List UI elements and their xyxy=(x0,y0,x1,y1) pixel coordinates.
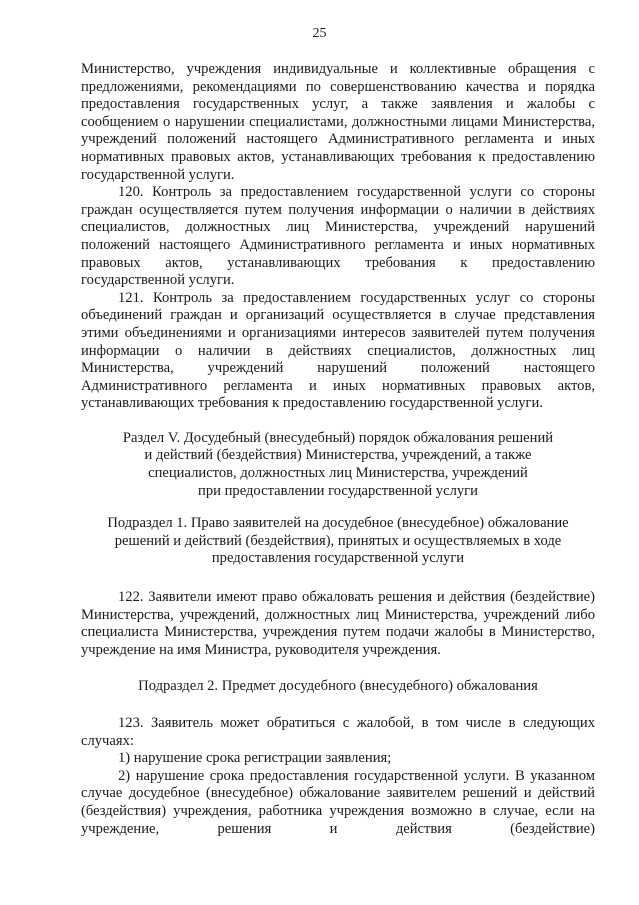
heading-line: специалистов, должностных лиц Министерства, учреждений xyxy=(148,465,528,482)
heading-line: при предоставлении государственной услуги xyxy=(198,482,478,499)
paragraph-121: 121. Контроль за предоставлением государственных услуг со стороны объединений граждан и организаций осуществляется в случае представления этими объединениями и организациями интересов заявителей путем получения информации о наличии в действиях специалистов, должностных лиц Министерства, учреждений нарушений положений настоящего Административного регламента и иных нормативных правовых актов, устанавливающих требования к предоставлению государственной услуги. xyxy=(81,289,595,412)
heading-line: Раздел V. Досудебный (внесудебный) порядок обжалования решений xyxy=(122,429,554,446)
page-number: 25 xyxy=(312,26,327,41)
heading-line: Подраздел 1. Право заявителей на досудебное (внесудебное) обжалование xyxy=(107,515,569,532)
paragraph-120: 120. Контроль за предоставлением государственной услуги со стороны граждан осуществляется путем получения информации о наличии в действиях специалистов, должностных лиц Министерства, учреждений нарушений положений настоящего Административного регламента и иных нормативных правовых актов, устанавливающих требования к предоставлению государственной услуги. xyxy=(81,184,595,289)
section-heading xyxy=(81,430,595,500)
document-body xyxy=(81,61,595,838)
heading-line: предоставления государственной услуги xyxy=(211,550,465,567)
list-item-1: 1) нарушение срока регистрации заявления; xyxy=(118,750,392,767)
subsection-2-heading: Подраздел 2. Предмет досудебного (внесудебного) обжалования xyxy=(138,678,538,695)
paragraph-123: 123. Заявитель может обратиться с жалобой, в том числе в следующих случаях: xyxy=(81,715,595,749)
heading-line: и действий (бездействия) Министерства, учреждений, а также xyxy=(144,447,532,464)
paragraph-122: 122. Заявители имеют право обжаловать решения и действия (бездействие) Министерства, учреждений, должностных лиц Министерства, учреждений либо специалиста Министерства, учреждения путем подачи жалобы в Министерство, учреждение на имя Министра, руководителя учреждения. xyxy=(81,589,595,658)
heading-line: решений и действий (бездействия), принятых и осуществляемых в ходе xyxy=(114,532,562,549)
list-item-2: 2) нарушение срока предоставления государственной услуги. В указанном случае досудебное (внесудебное) обжалование заявителем решений и действий (бездействия) учреждения, работника учреждения возможно в случае, если на учреждение, решения и действия (бездействие) xyxy=(81,767,595,837)
subsection-1-heading xyxy=(81,515,595,568)
paragraph-continuation: Министерство, учреждения индивидуальные и коллективные обращения с предложениями, рекомендациями по совершенствованию качества и порядка предоставления государственных услуг, а также заявления и жалобы с сообщением о нарушении специалистами, должностными лицами Министерства, учреждений положений настоящего Административного регламента и иных нормативных правовых актов, устанавливающих требования к предоставлению государственной услуги. xyxy=(81,61,595,183)
